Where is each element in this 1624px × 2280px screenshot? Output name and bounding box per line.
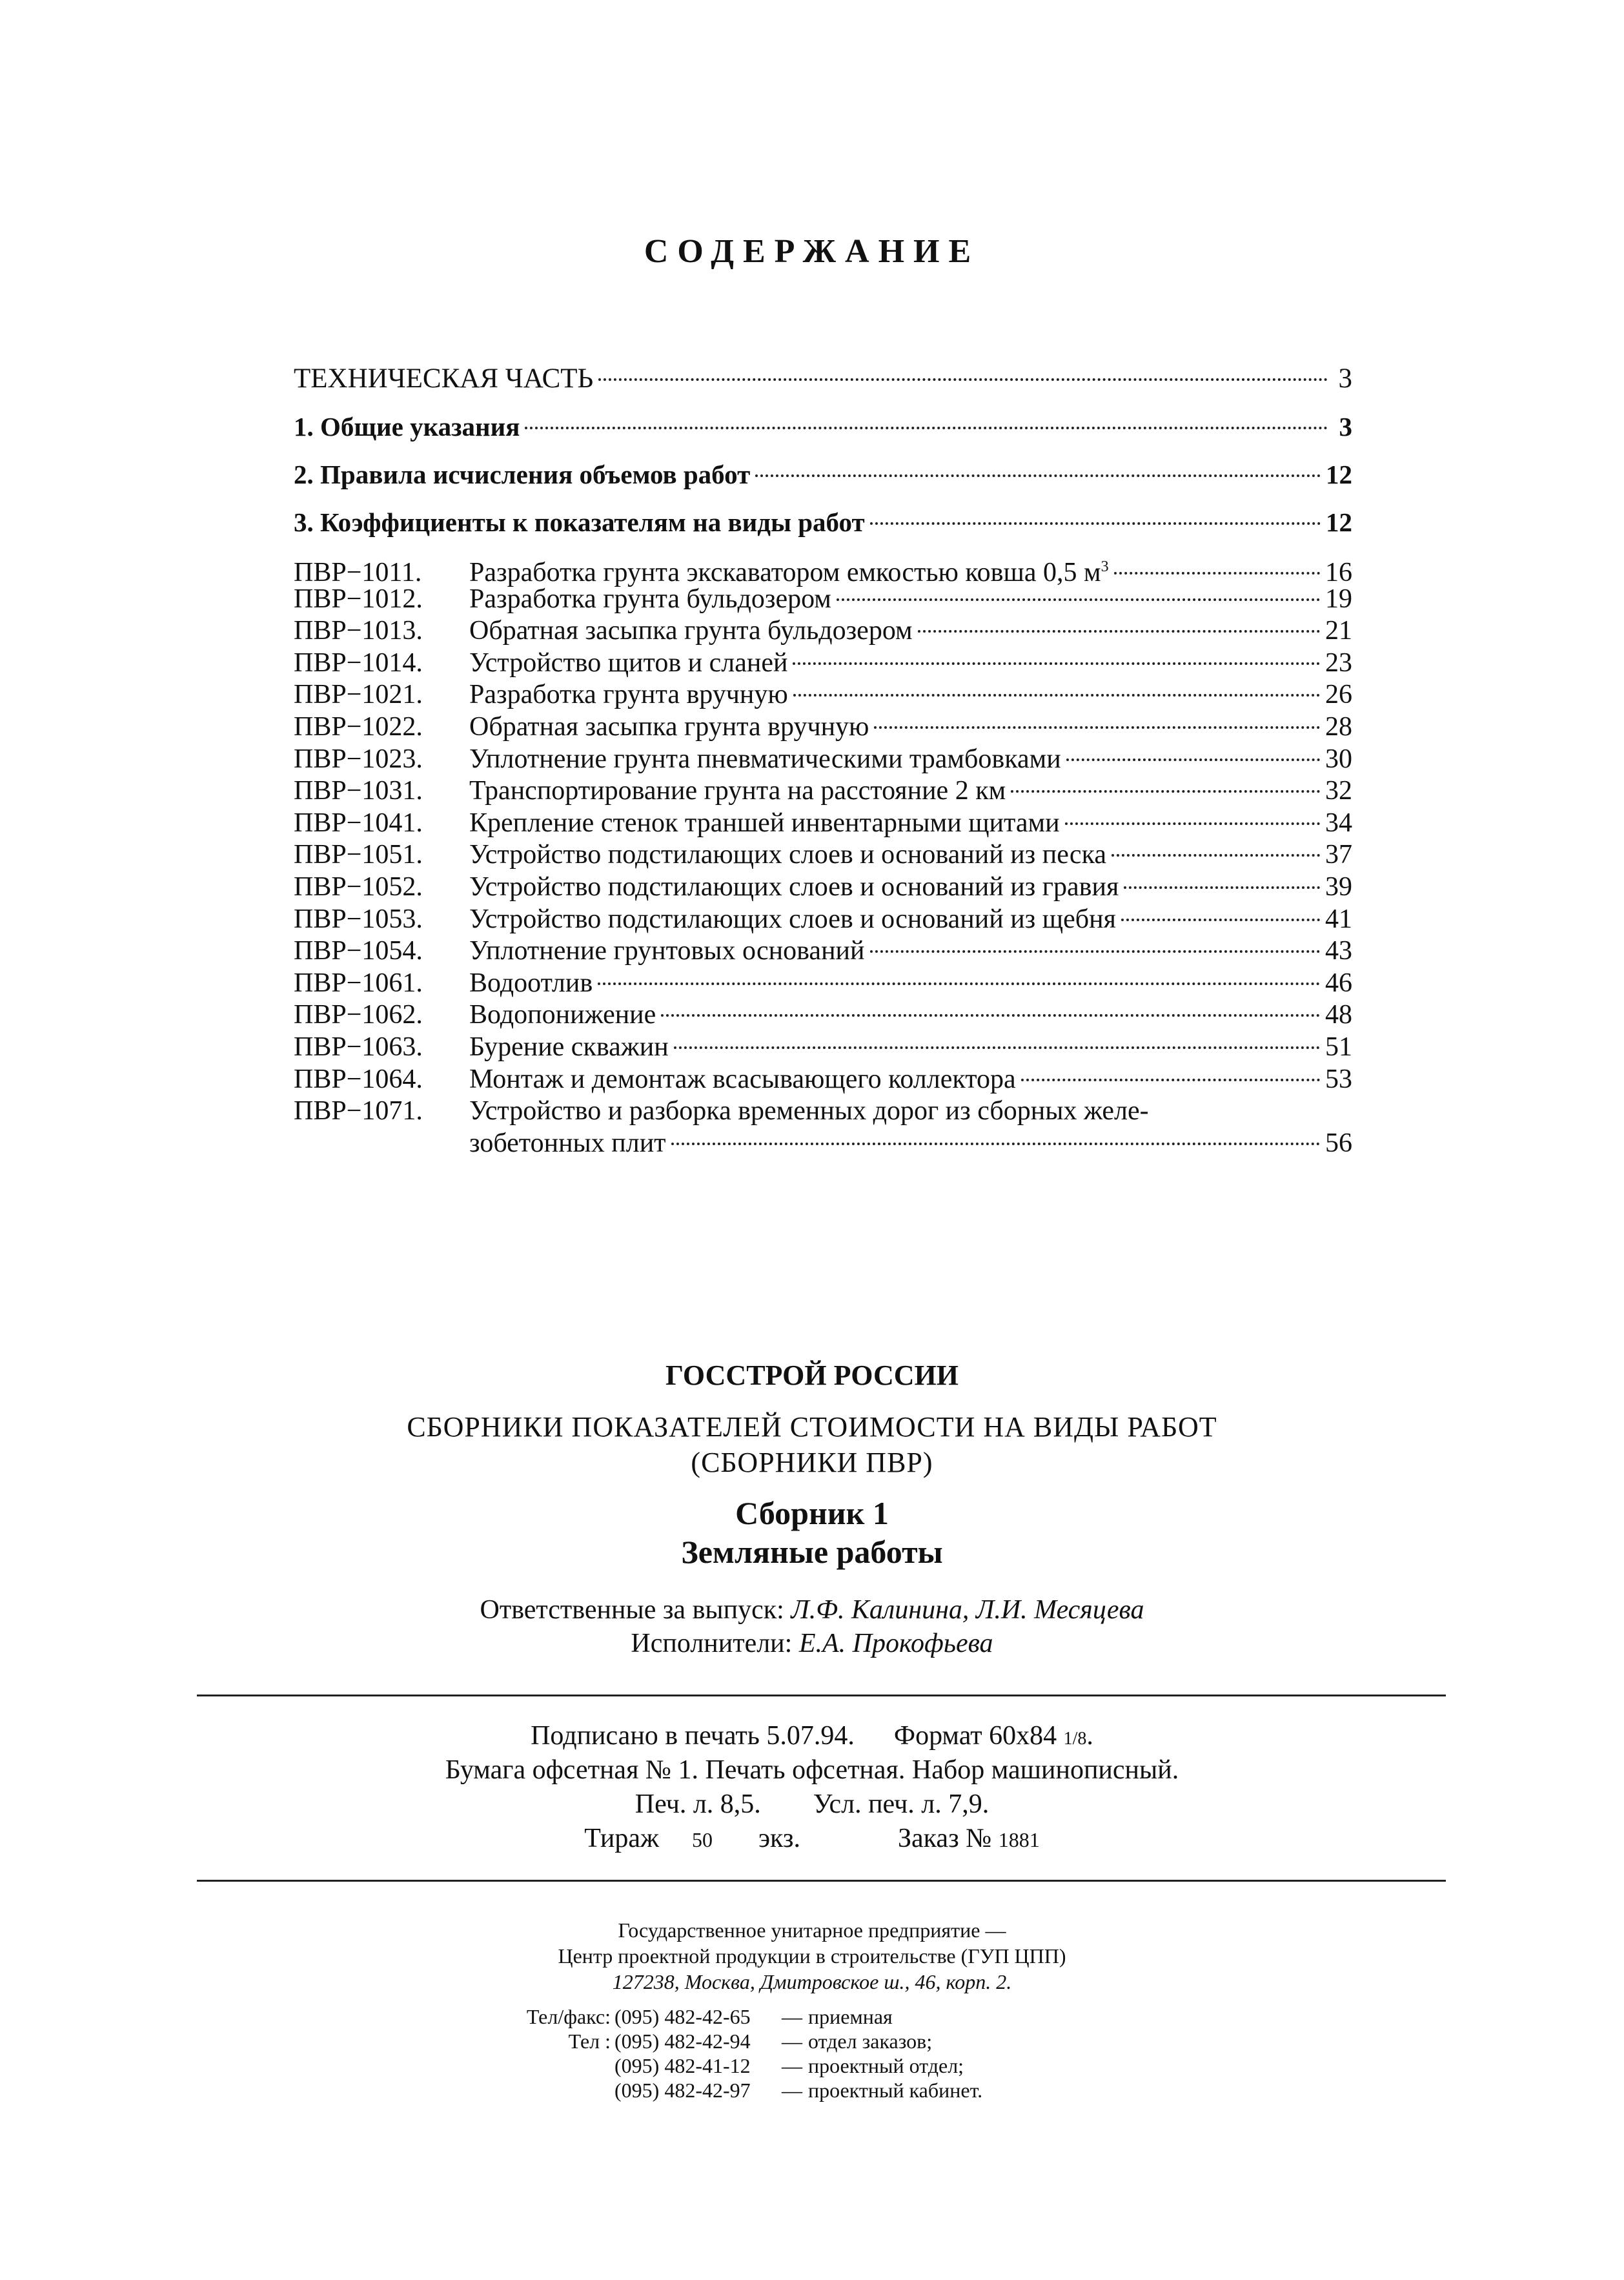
imprint-run-line (0, 1823, 1624, 1854)
toc-entry-title: Уплотнение грунтовых оснований (469, 936, 865, 966)
publisher-line-1: Государственное унитарное предприятие — (618, 1919, 1006, 1942)
toc-entry-title: Разработка грунта экскаватором емкостью ковша 0,5 $м^3$ (469, 558, 1109, 587)
toc-entry-title: Обратная засыпка грунта вручную (469, 711, 869, 742)
toc-entry-title: Устройство подстилающих слоев и оснований из песка (469, 840, 1106, 870)
series-subtitle: (СБОРНИКИ ПВР) (691, 1447, 933, 1478)
divider (197, 1880, 1446, 1882)
divider (197, 1695, 1446, 1696)
toc-section[interactable] (294, 403, 1352, 451)
toc-entry[interactable] (294, 935, 1352, 968)
dot-leader (1121, 919, 1320, 921)
dot-leader (1066, 758, 1320, 761)
dot-leader (837, 598, 1320, 601)
order-label: Заказ № (897, 1824, 992, 1853)
toc-entry[interactable] (294, 1095, 1352, 1128)
toc-page-number: 46 (1325, 968, 1352, 998)
toc-entry[interactable] (294, 744, 1352, 776)
toc-entry-code: ПВР−1071. (294, 1096, 423, 1126)
toc-page-number: 19 (1325, 584, 1352, 614)
toc-entry-title: Устройство и разборка временных дорог из сборных желе- (469, 1096, 1149, 1126)
contact-department: проектный отдел; (808, 2054, 964, 2077)
toc-entry-code: ПВР−1013. (294, 616, 423, 646)
toc-entry-title: Водоотлив (469, 968, 593, 998)
toc-section[interactable] (294, 498, 1352, 546)
toc-page-number: 48 (1325, 1000, 1352, 1030)
dot-leader (870, 522, 1321, 525)
toc-entry-code: ПВР−1014. (294, 647, 423, 678)
toc-entry-title-continued: зобетонных плит (469, 1128, 666, 1158)
dot-leader (793, 662, 1320, 665)
toc-entry-title: Разработка грунта бульдозером (469, 584, 831, 614)
dot-leader (1111, 854, 1320, 857)
contact-phone[interactable]: (095) 482-42-65 (614, 2005, 751, 2028)
toc-entry[interactable] (294, 999, 1352, 1032)
toc-entry[interactable] (294, 775, 1352, 808)
contact-phone[interactable]: (095) 482-42-94 (614, 2030, 751, 2053)
dot-leader (671, 1143, 1320, 1145)
toc-entry-code: ПВР−1022. (294, 711, 423, 742)
toc-page-number: 39 (1325, 871, 1352, 902)
contact-department: отдел заказов; (808, 2030, 933, 2053)
imprint-signed-line: Подписано в печать 5.07.94. Формат 60x84 1/8. (531, 1721, 1093, 1751)
toc-section[interactable] (294, 355, 1352, 403)
toc-entry[interactable] (294, 904, 1352, 936)
contact-row: (095) 482-42-97 — проектный кабинет. (503, 2078, 982, 2102)
toc-section-title: ТЕХНИЧЕСКАЯ ЧАСТЬ (294, 363, 594, 394)
contact-label: Тел : (568, 2030, 611, 2053)
toc-section-title: 3. Коэффициенты к показателям на виды работ (294, 507, 865, 537)
contact-row: (095) 482-41-12 — проектный отдел; (503, 2053, 982, 2078)
toc-entry-title: Транспортирование грунта на расстояние 2 км (469, 776, 1006, 806)
toc-page-number: 12 (1326, 507, 1352, 537)
responsible-label: Ответственные за выпуск: (480, 1595, 784, 1625)
toc-entry[interactable] (294, 808, 1352, 840)
responsible-line (0, 1594, 1624, 1625)
run-unit: экз. (758, 1824, 800, 1853)
toc-section-title: 1. Общие указания (294, 412, 520, 442)
toc-entry-code: ПВР−1041. (294, 808, 423, 838)
toc-entry-code: ПВР−1064. (294, 1064, 423, 1094)
toc-entry-continuation[interactable] (294, 1128, 1352, 1160)
publisher-line-2: Центр проектной продукции в строительстве (ГУП ЦПП) (558, 1944, 1066, 1968)
toc-page-number: 37 (1325, 840, 1352, 870)
toc-entry[interactable] (294, 1064, 1352, 1096)
toc-entry-title: Обратная засыпка грунта бульдозером (469, 616, 913, 646)
toc-entry-title: Бурение скважин (469, 1032, 669, 1062)
toc-page-number: 3 (1338, 363, 1352, 394)
dot-leader (1124, 886, 1320, 889)
contact-phone[interactable]: (095) 482-41-12 (614, 2054, 751, 2077)
toc-page-number: 26 (1325, 680, 1352, 710)
toc-entry-title: Устройство щитов и сланей (469, 647, 788, 678)
contact-label (503, 2053, 614, 2078)
toc-page-number: 34 (1325, 808, 1352, 838)
toc-entry-code: ПВР−1031. (294, 776, 423, 806)
dot-leader (793, 694, 1320, 697)
format-label: Формат 60x84 (893, 1721, 1057, 1751)
toc-entry-code: ПВР−1051. (294, 840, 423, 870)
toc-section-title: 2. Правила исчисления объемов работ (294, 460, 751, 489)
performers-label: Исполнители: (631, 1629, 793, 1658)
publisher-organization: ГОССТРОЙ РОССИИ (665, 1359, 959, 1391)
dot-leader (674, 1046, 1320, 1049)
toc-entry-code: ПВР−1012. (294, 584, 423, 614)
toc-page-number: 16 (1325, 558, 1352, 587)
dot-leader (755, 474, 1321, 477)
contact-label: Тел/факс: (526, 2005, 611, 2028)
toc-page-number: 43 (1325, 936, 1352, 966)
dot-leader (1021, 1079, 1320, 1081)
contact-department: приемная (808, 2005, 893, 2028)
toc-entry[interactable] (294, 1032, 1352, 1064)
toc-entry-code: ПВР−1023. (294, 744, 423, 774)
toc-entry-code: ПВР−1062. (294, 1000, 423, 1030)
toc-entry[interactable] (294, 615, 1352, 647)
contact-row: Тел : (095) 482-42-94 — отдел заказов; (503, 2029, 982, 2053)
toc-entry-title: Разработка грунта вручную (469, 680, 788, 710)
toc-entry-title: Водопонижение (469, 1000, 656, 1030)
dot-leader (870, 950, 1320, 953)
toc-entry-title: Крепление стенок траншей инвентарными щитами (469, 808, 1060, 838)
toc-entry[interactable] (294, 551, 1352, 587)
toc-entry[interactable] (294, 968, 1352, 1000)
toc-entry[interactable] (294, 871, 1352, 904)
series-title: СБОРНИКИ ПОКАЗАТЕЛЕЙ СТОИМОСТИ НА ВИДЫ РАБОТ (407, 1411, 1217, 1443)
toc-section[interactable] (294, 451, 1352, 498)
toc-page-number: 53 (1325, 1064, 1352, 1094)
imprint-sheets-line (0, 1789, 1624, 1820)
toc-entry[interactable] (294, 679, 1352, 711)
dot-leader (918, 630, 1320, 633)
toc-page-number: 41 (1325, 904, 1352, 934)
page-title: СОДЕРЖАНИЕ (644, 233, 980, 270)
contact-department: проектный кабинет. (808, 2079, 983, 2102)
contact-phone[interactable]: (095) 482-42-97 (614, 2079, 751, 2102)
dot-leader (598, 982, 1320, 985)
print-sheets: Печ. л. 8,5. (634, 1789, 761, 1819)
order-value: 1881 (998, 1828, 1040, 1851)
responsible-names: Л.Ф. Калинина, Л.И. Месяцева (791, 1595, 1144, 1625)
toc-entry-code: ПВР−1052. (294, 871, 423, 902)
dot-leader (1114, 572, 1320, 575)
volume-number: Сборник 1 (735, 1495, 889, 1531)
toc-entry-code: ПВР−1061. (294, 968, 423, 998)
toc-entry[interactable] (294, 711, 1352, 744)
dot-leader (874, 726, 1320, 729)
dot-leader (661, 1014, 1320, 1017)
contacts-list (503, 2004, 982, 2102)
format-fraction: 1/8 (1063, 1729, 1087, 1749)
table-of-contents (294, 355, 1352, 1159)
toc-entry-title: Устройство подстилающих слоев и оснований из щебня (469, 904, 1116, 934)
signed-label: Подписано в печать (531, 1721, 760, 1751)
contact-label (503, 2078, 614, 2102)
toc-entry-code: ПВР−1063. (294, 1032, 423, 1062)
signed-date: 5.07.94. (766, 1721, 855, 1751)
toc-page-number: 32 (1325, 776, 1352, 806)
toc-page-number: 23 (1325, 647, 1352, 678)
toc-entry[interactable] (294, 584, 1352, 616)
toc-entry-title: Уплотнение грунта пневматическими трамбовками (469, 744, 1061, 774)
toc-entry[interactable] (294, 647, 1352, 680)
toc-page-number: 3 (1339, 412, 1352, 442)
conditional-sheets: Усл. печ. л. 7,9. (813, 1789, 990, 1819)
toc-page-number: 28 (1325, 711, 1352, 742)
dot-leader (1011, 790, 1320, 793)
dot-leader (1065, 822, 1320, 825)
toc-entry-title: Монтаж и демонтаж всасывающего коллектора (469, 1064, 1016, 1094)
toc-page-number: 12 (1326, 460, 1352, 489)
performers-line (0, 1628, 1624, 1659)
toc-entry-code: ПВР−1053. (294, 904, 423, 934)
contact-row: Тел/факс: (095) 482-42-65 — приемная (503, 2004, 982, 2029)
run-label: Тираж (584, 1824, 659, 1853)
toc-entry-code: ПВР−1054. (294, 936, 423, 966)
publisher-address: 127238, Москва, Дмитровское ш., 46, корп. 2. (612, 1970, 1012, 1993)
run-value: 50 (692, 1828, 713, 1851)
imprint-paper-line: Бумага офсетная № 1. Печать офсетная. Набор машинописный. (445, 1755, 1179, 1785)
toc-entry-title: Устройство подстилающих слоев и оснований из гравия (469, 871, 1119, 902)
dot-leader (598, 378, 1328, 381)
toc-entry[interactable] (294, 839, 1352, 871)
toc-page-number: 51 (1325, 1032, 1352, 1062)
toc-page-number: 30 (1325, 744, 1352, 774)
toc-page-number: 21 (1325, 616, 1352, 646)
toc-entry-code: ПВР−1011. (294, 558, 422, 587)
dot-leader (525, 427, 1328, 429)
volume-title: Земляные работы (681, 1534, 943, 1570)
performers-names: Е.А. Прокофьева (798, 1629, 993, 1658)
toc-page-number: 56 (1325, 1128, 1352, 1158)
toc-entry-code: ПВР−1021. (294, 680, 423, 710)
